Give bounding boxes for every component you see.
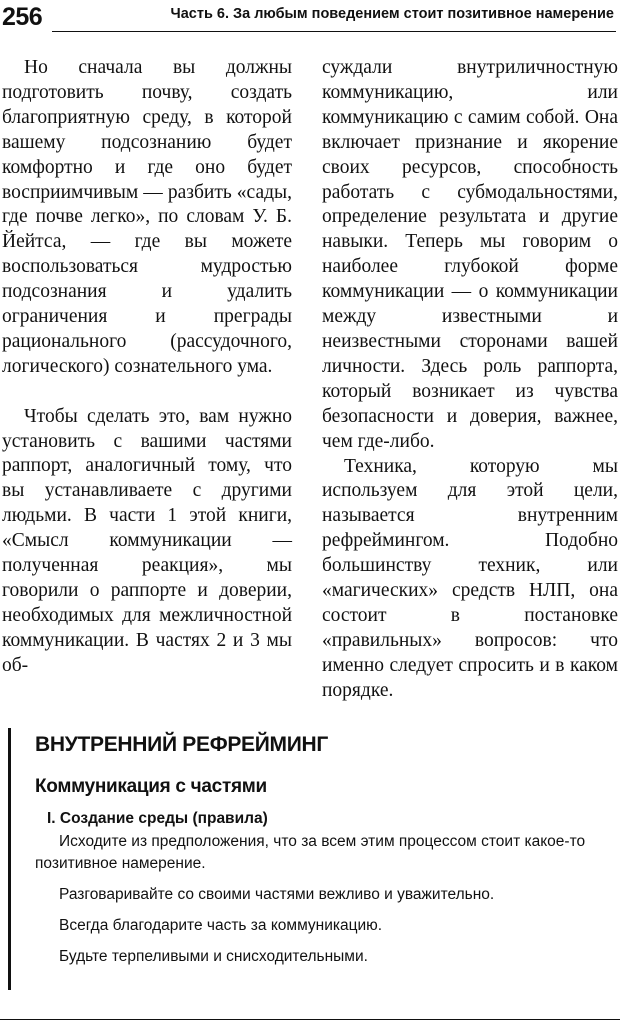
header-rule bbox=[52, 31, 616, 32]
bottom-rule bbox=[0, 1019, 620, 1020]
right-paragraph-2: Техника, которую мы используем для этой цели, называется внутренним рефреймингом. Подобно большинству техник, или «магических» средств НЛП, она состоит в постановке «правильных» вопросов: что именно следует спросить и в каком порядке. bbox=[322, 455, 618, 701]
box-rule-3: Всегда благодарите часть за коммуникацию. bbox=[59, 917, 383, 934]
running-head: Часть 6. За любым поведением стоит позитивное намерение bbox=[170, 6, 614, 22]
right-paragraph-1: суждали внутриличностную коммуникацию, или коммуникацию с самим собой. Она включает признание и якорение своих ресурсов, способность работать с субмодальностями, определение результата и другие навыки. Теперь мы говорим о наиболее глубокой форме коммуникации — о коммуникации между известными и неизвестными сторонами вашей личности. Здесь роль раппорта, который возникает из чувства безопасности и доверия, важнее, чем где-либо. bbox=[322, 57, 618, 452]
box-title: ВНУТРЕННИЙ РЕФРЕЙМИНГ bbox=[35, 733, 328, 756]
technique-box bbox=[8, 728, 620, 990]
left-paragraph-2: Чтобы сделать это, вам нужно установить с вашими частями раппорт, аналогичный тому, что вы устанавливаете с другими людьми. В части 1 этой книги, «Смысл коммуникации — полученная реакция», мы говорили о раппорте и доверии, необходимых для межличностной коммуникации. В частях 2 и 3 мы об- bbox=[2, 405, 292, 676]
left-column bbox=[2, 56, 292, 679]
box-rule-1: Исходите из предположения, что за всем этим процессом стоит какое-то позитивное намерение. bbox=[35, 833, 586, 872]
left-paragraph-1: Но сначала вы должны подготовить почву, создать благоприятную среду, в которой вашему подсознанию будет комфортно и где оно будет восприимчивым — разбить «сады, где почве легко», по словам У. Б. Йейтса, — где вы можете воспользоваться мудростью подсознания и удалить ограничения и преграды рационального (рассудочного, логического) сознательного ума. bbox=[2, 57, 292, 377]
box-rule-2: Разговаривайте со своими частями вежливо и уважительно. bbox=[59, 886, 495, 903]
right-column bbox=[322, 56, 618, 704]
box-subtitle: Коммуникация с частями bbox=[35, 776, 267, 797]
box-section-heading: I. Создание среды (правила) bbox=[47, 810, 268, 827]
box-rule-4: Будьте терпеливыми и снисходительными. bbox=[59, 948, 368, 965]
page-number: 256 bbox=[2, 3, 43, 31]
